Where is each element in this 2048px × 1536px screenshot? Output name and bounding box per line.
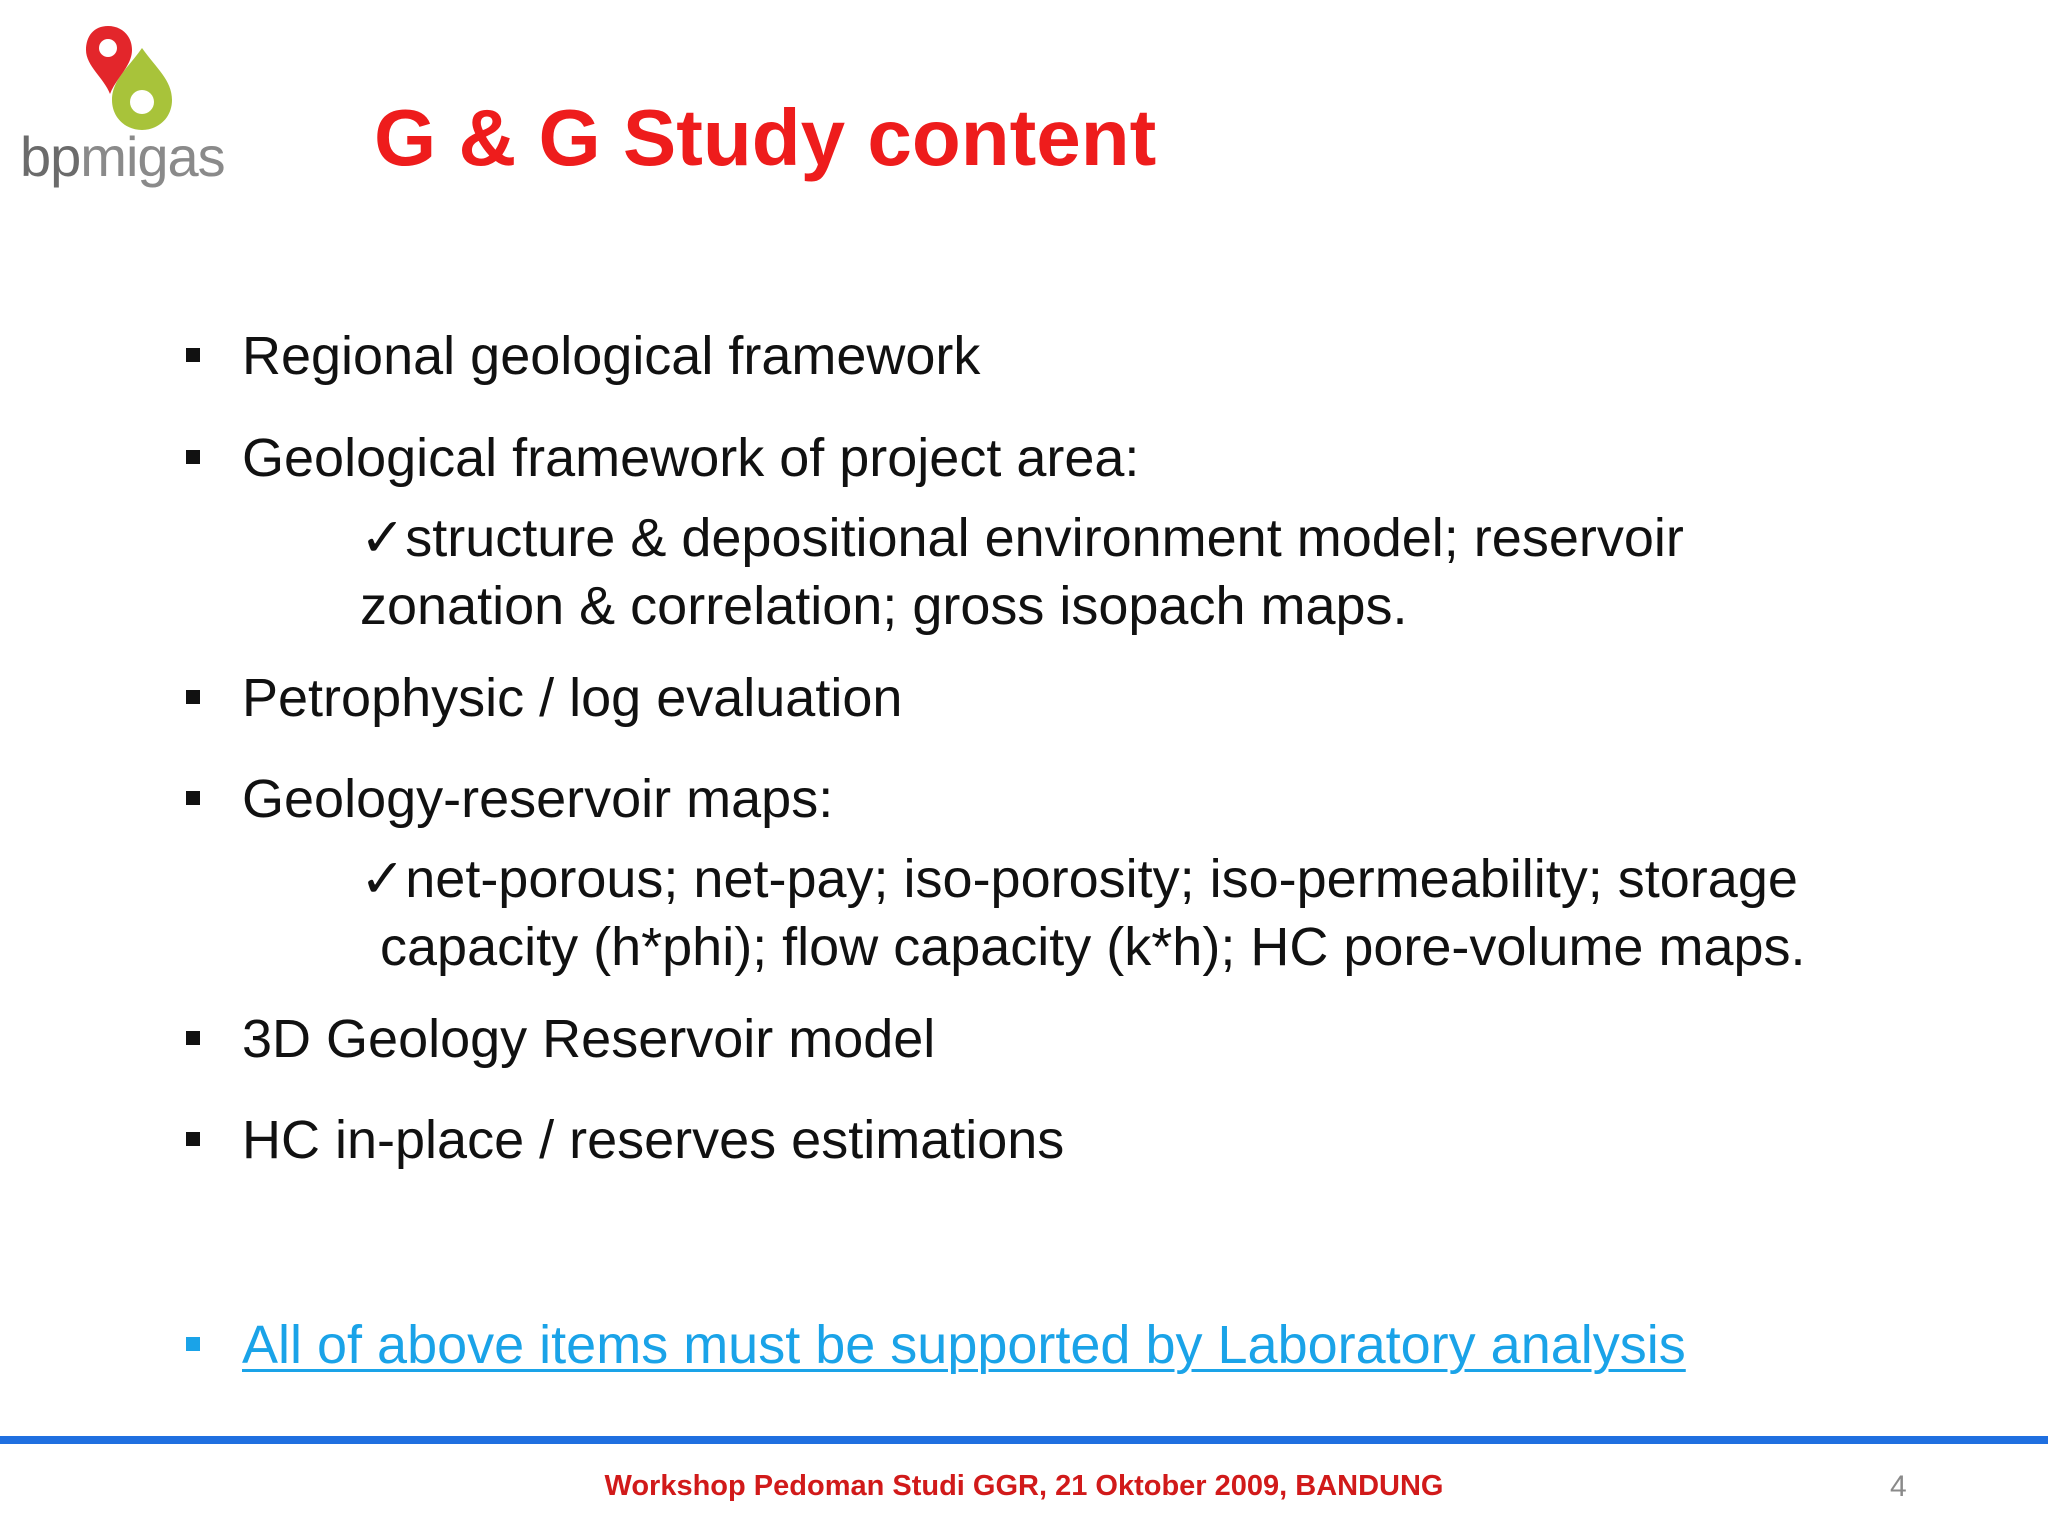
square-bullet-icon — [186, 1031, 200, 1045]
footer-divider — [0, 1436, 2048, 1444]
slide-title: G & G Study content — [374, 93, 1157, 182]
bullet-text: HC in-place / reserves estimations — [242, 1110, 1065, 1170]
sub-item-text: structure & depositional environment model; reservoir — [405, 508, 1684, 568]
square-bullet-icon — [186, 348, 200, 362]
bullet-text: 3D Geology Reservoir model — [242, 1009, 936, 1069]
sub-item-line — [360, 845, 1798, 913]
bullet-text: Petrophysic / log evaluation — [242, 668, 903, 728]
sub-item-text: net-porous; net-pay; iso-porosity; iso-permeability; storage — [405, 849, 1798, 909]
page-number: 4 — [1890, 1470, 1907, 1503]
logo-migas: migas — [80, 125, 225, 188]
square-bullet-icon — [186, 1337, 200, 1351]
bullet-text: Geological framework of project area: — [242, 428, 1140, 488]
sub-item-line — [360, 504, 1684, 572]
square-bullet-icon — [186, 1132, 200, 1146]
sub-item-line — [360, 572, 1408, 640]
logo-bp: bp — [20, 125, 81, 188]
footer-text: Workshop Pedoman Studi GGR, 21 Oktober 2009, BANDUNG — [604, 1470, 1444, 1502]
square-bullet-icon — [186, 450, 200, 464]
bullet-text: Regional geological framework — [242, 326, 981, 386]
square-bullet-icon — [186, 690, 200, 704]
laboratory-analysis-link[interactable]: All of above items must be supported by Laboratory analysis — [242, 1315, 1686, 1375]
checkmark-icon: ✓ — [360, 847, 406, 910]
sub-item-text: zonation & correlation; gross isopach maps. — [360, 576, 1408, 636]
sub-item-line — [380, 913, 1806, 981]
bullet-text: Geology-reservoir maps: — [242, 769, 834, 829]
square-bullet-icon — [186, 791, 200, 805]
sub-item-text: capacity (h*phi); flow capacity (k*h); HC pore-volume maps. — [380, 917, 1806, 977]
checkmark-icon: ✓ — [360, 506, 406, 569]
